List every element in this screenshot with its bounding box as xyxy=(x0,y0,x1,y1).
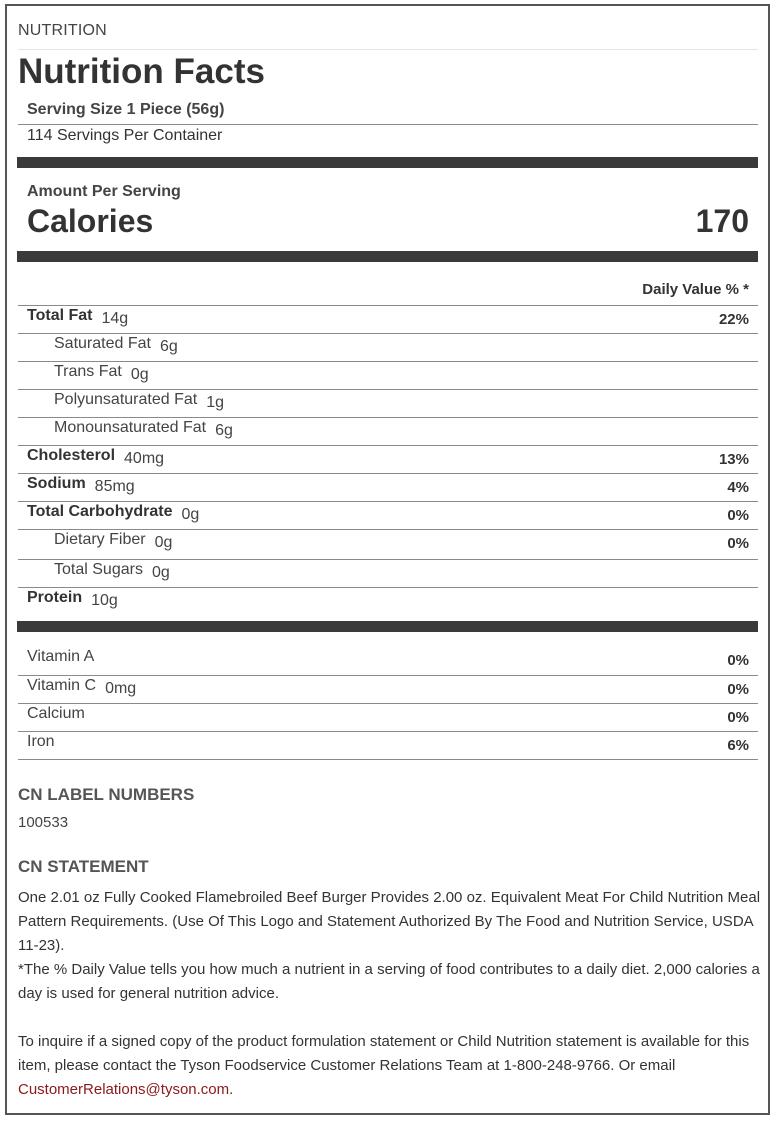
nutrient-name: Dietary Fiber xyxy=(54,531,146,548)
divider xyxy=(18,49,758,50)
nutrient-row-polyunsaturated-fat xyxy=(18,389,758,417)
vitamin-name: Vitamin A xyxy=(27,648,95,665)
nutrient-name: Trans Fat xyxy=(54,363,122,380)
nutrient-name: Cholesterol xyxy=(27,447,116,464)
serving-size: Serving Size 1 Piece (56g) xyxy=(27,101,225,118)
email-link[interactable]: CustomerRelations@tyson.com xyxy=(18,1081,230,1098)
vitamin-dv: 0% xyxy=(727,709,749,726)
servings-per-container: 114 Servings Per Container xyxy=(27,127,223,144)
nutrient-dv: 22% xyxy=(718,311,749,328)
daily-value-header: Daily Value % * xyxy=(642,281,749,298)
nutrient-amount: 85mg xyxy=(94,478,135,495)
calories-value: 170 xyxy=(695,203,749,239)
nutrient-row-saturated-fat xyxy=(18,333,758,361)
nutrient-amount: 14g xyxy=(101,310,129,327)
thick-divider xyxy=(17,621,758,632)
nutrient-amount: 0g xyxy=(154,534,173,551)
nutrient-row-protein xyxy=(18,587,758,615)
inquiry-body: To inquire if a signed copy of the product formulation statement or Child Nutrition statement is available for this item, please contact the Tyson Foodservice Customer Relations Team at 1-800-248-9766. Or email xyxy=(18,1033,750,1074)
nutrient-dv: 13% xyxy=(718,451,749,468)
nutrient-amount: 6g xyxy=(215,422,233,439)
section-label: NUTRITION xyxy=(18,22,107,39)
nutrient-amount: 0g xyxy=(181,506,200,523)
amount-per-serving: Amount Per Serving xyxy=(27,183,181,200)
nutrient-row-monounsaturated-fat xyxy=(18,417,758,445)
cn-label-number: 100533 xyxy=(18,814,69,831)
nutrient-amount: 0g xyxy=(130,366,149,383)
nutrient-row-total-carbohydrate xyxy=(18,501,758,529)
nutrient-name: Total Sugars xyxy=(54,561,143,578)
cn-statement-text: One 2.01 oz Fully Cooked Flamebroiled Beef Burger Provides 2.00 oz. Equivalent Meat For Child Nutrition Meal Pattern Requirements. (Use Of This Logo and Statement Authorized By The Food and Nutrition Service, USDA 11-23). xyxy=(18,889,761,954)
inquiry-end: . xyxy=(229,1081,234,1098)
divider xyxy=(18,124,758,125)
nutrient-amount: 6g xyxy=(159,338,178,355)
nutrient-name: Total Carbohydrate xyxy=(27,503,173,520)
vitamin-name: Iron xyxy=(27,733,55,750)
divider xyxy=(18,759,758,760)
nutrient-amount: 0g xyxy=(151,564,170,581)
vitamin-dv: 0% xyxy=(727,681,749,698)
thick-divider xyxy=(17,157,758,168)
thick-divider xyxy=(17,251,758,262)
nutrient-row-sodium xyxy=(18,473,758,501)
nutrition-facts-title: Nutrition Facts xyxy=(18,52,265,91)
vitamin-row-vitamin-a xyxy=(18,647,758,675)
vitamin-amount: 0mg xyxy=(105,680,137,697)
nutrient-amount: 1g xyxy=(206,394,224,411)
nutrient-dv: 4% xyxy=(727,479,749,496)
vitamin-name: Vitamin C xyxy=(27,677,97,694)
cn-label-heading: CN LABEL NUMBERS xyxy=(18,785,195,804)
vitamin-dv: 6% xyxy=(727,737,749,754)
calories-label: Calories xyxy=(27,203,154,239)
nutrient-name: Saturated Fat xyxy=(54,335,151,352)
nutrient-row-total-sugars xyxy=(18,559,758,587)
vitamin-row-calcium xyxy=(18,703,758,731)
inquiry-text xyxy=(18,1030,763,1102)
nutrient-name: Monounsaturated Fat xyxy=(54,419,207,436)
cn-statement-heading: CN STATEMENT xyxy=(18,857,149,876)
vitamin-name: Calcium xyxy=(27,705,85,722)
vitamin-row-iron xyxy=(18,731,758,759)
nutrient-name: Polyunsaturated Fat xyxy=(54,391,198,408)
nutrient-amount: 10g xyxy=(91,592,118,609)
nutrient-name: Total Fat xyxy=(27,307,93,324)
nutrient-dv: 0% xyxy=(727,507,749,524)
vitamin-dv: 0% xyxy=(727,652,749,669)
nutrient-row-cholesterol xyxy=(18,445,758,473)
nutrient-row-dietary-fiber xyxy=(18,529,758,557)
nutrient-name: Protein xyxy=(27,589,83,606)
daily-value-note: *The % Daily Value tells you how much a nutrient in a serving of food contributes to a daily diet. 2,000 calories a day is used for general nutrition advice. xyxy=(18,961,760,1002)
nutrient-dv: 0% xyxy=(727,535,749,552)
nutrient-name: Sodium xyxy=(27,475,86,492)
nutrient-row-trans-fat xyxy=(18,361,758,389)
nutrient-row-total-fat xyxy=(18,305,758,333)
nutrient-amount: 40mg xyxy=(124,450,165,467)
vitamin-row-vitamin-c xyxy=(18,675,758,703)
